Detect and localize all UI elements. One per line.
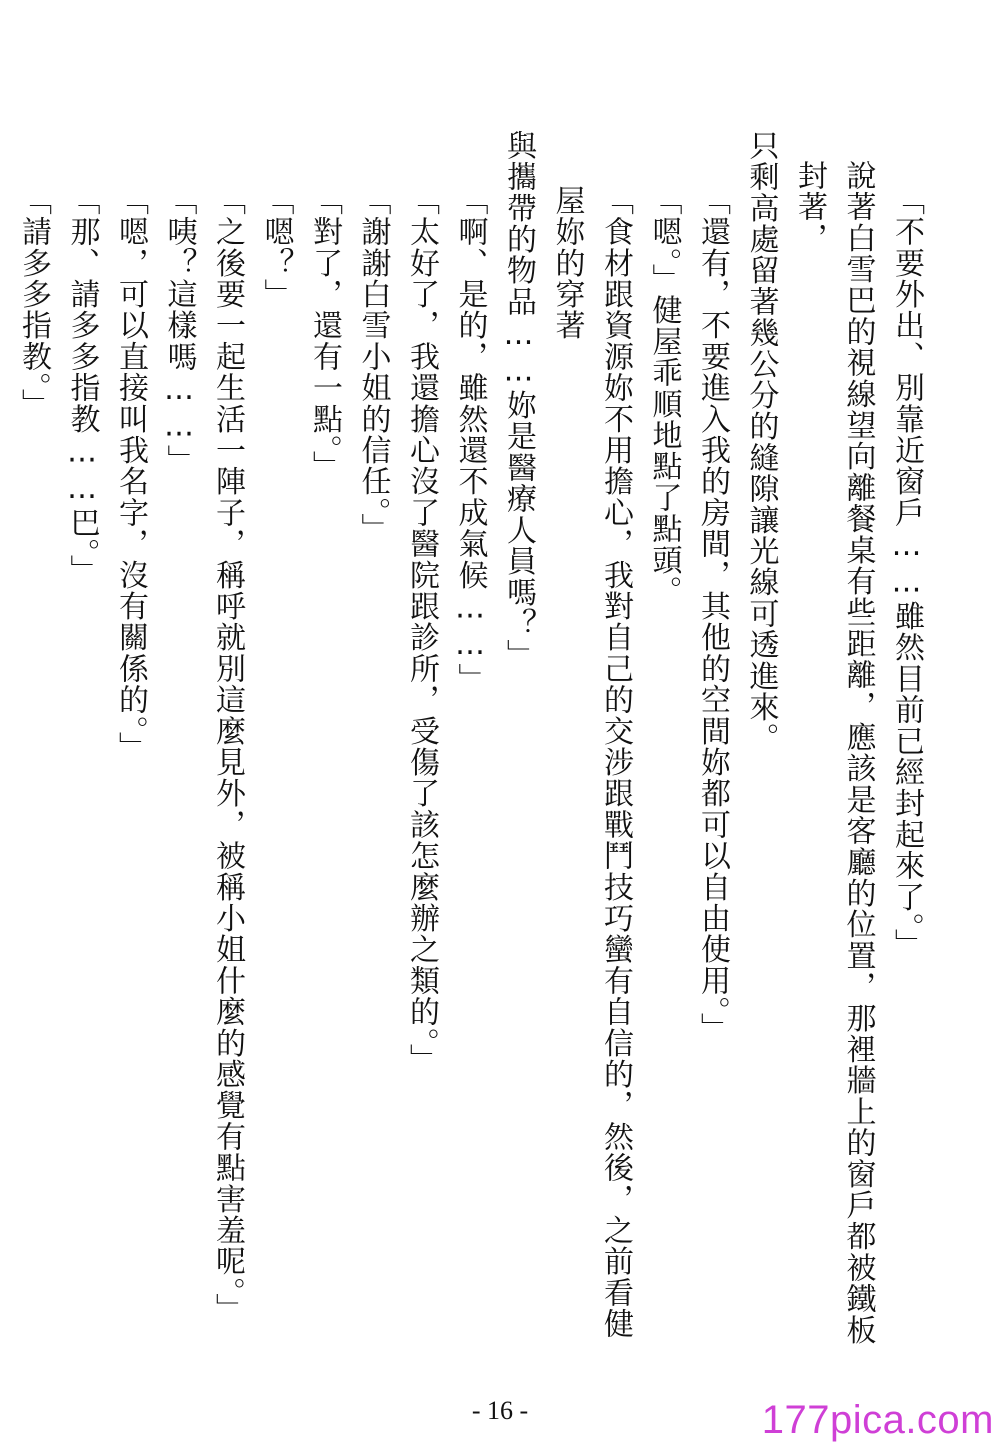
text-line: 「嗯。」健屋乖順地點了點頭。 xyxy=(646,185,682,607)
page-number: - 16 - xyxy=(471,1396,529,1425)
text-line: 「不要外出、別靠近窗戶……雖然目前已經封起來了。」 xyxy=(889,185,924,960)
text-line: 「太好了，我還擔心沒了醫院跟診所，受傷了該怎麼辦之類的。」 xyxy=(404,185,439,1075)
text-line: 只剩高處留著幾公分的縫隙讓光線可透進來。 xyxy=(743,130,779,754)
text-line: 「嗯？」 xyxy=(258,185,294,310)
vertical-text-body xyxy=(16,130,930,1350)
text-line: 「謝謝白雪小姐的信任。」 xyxy=(355,185,391,545)
text-line: 「對了，還有一點。」 xyxy=(307,185,342,482)
text-line: 「請多多指教。」 xyxy=(16,185,51,420)
text-line: 「那、請多多指教……巴。」 xyxy=(64,185,100,586)
text-line: 「還有，不要進入我的房間，其他的空間妳都可以自由使用。」 xyxy=(695,185,730,1044)
text-line: 「啊、是的，雖然還不成氣候……」 xyxy=(452,185,488,695)
text-line: 與攜帶的物品……妳是醫療人員嗎？」 xyxy=(501,130,536,671)
text-line: 「之後要一起生活一陣子，稱呼就別這麼見外，被稱小姐什麼的感覺有點害羞呢。」 xyxy=(210,185,245,1325)
text-line: 「食材跟資源妳不用擔心，我對自己的交涉跟戰鬥技巧蠻有自信的，然後，之前看健屋妳的穿著 xyxy=(549,185,633,1340)
text-line: 說著白雪巴的視線望向離餐桌有些距離，應該是客廳的位置，那裡牆上的窗戶都被鐵板封著， xyxy=(792,160,876,1346)
site-watermark: 177pica.com xyxy=(761,1398,994,1442)
text-line: 「咦？這樣嗎……」 xyxy=(161,185,197,476)
text-line: 「嗯，可以直接叫我名字，沒有關係的。」 xyxy=(113,185,148,763)
